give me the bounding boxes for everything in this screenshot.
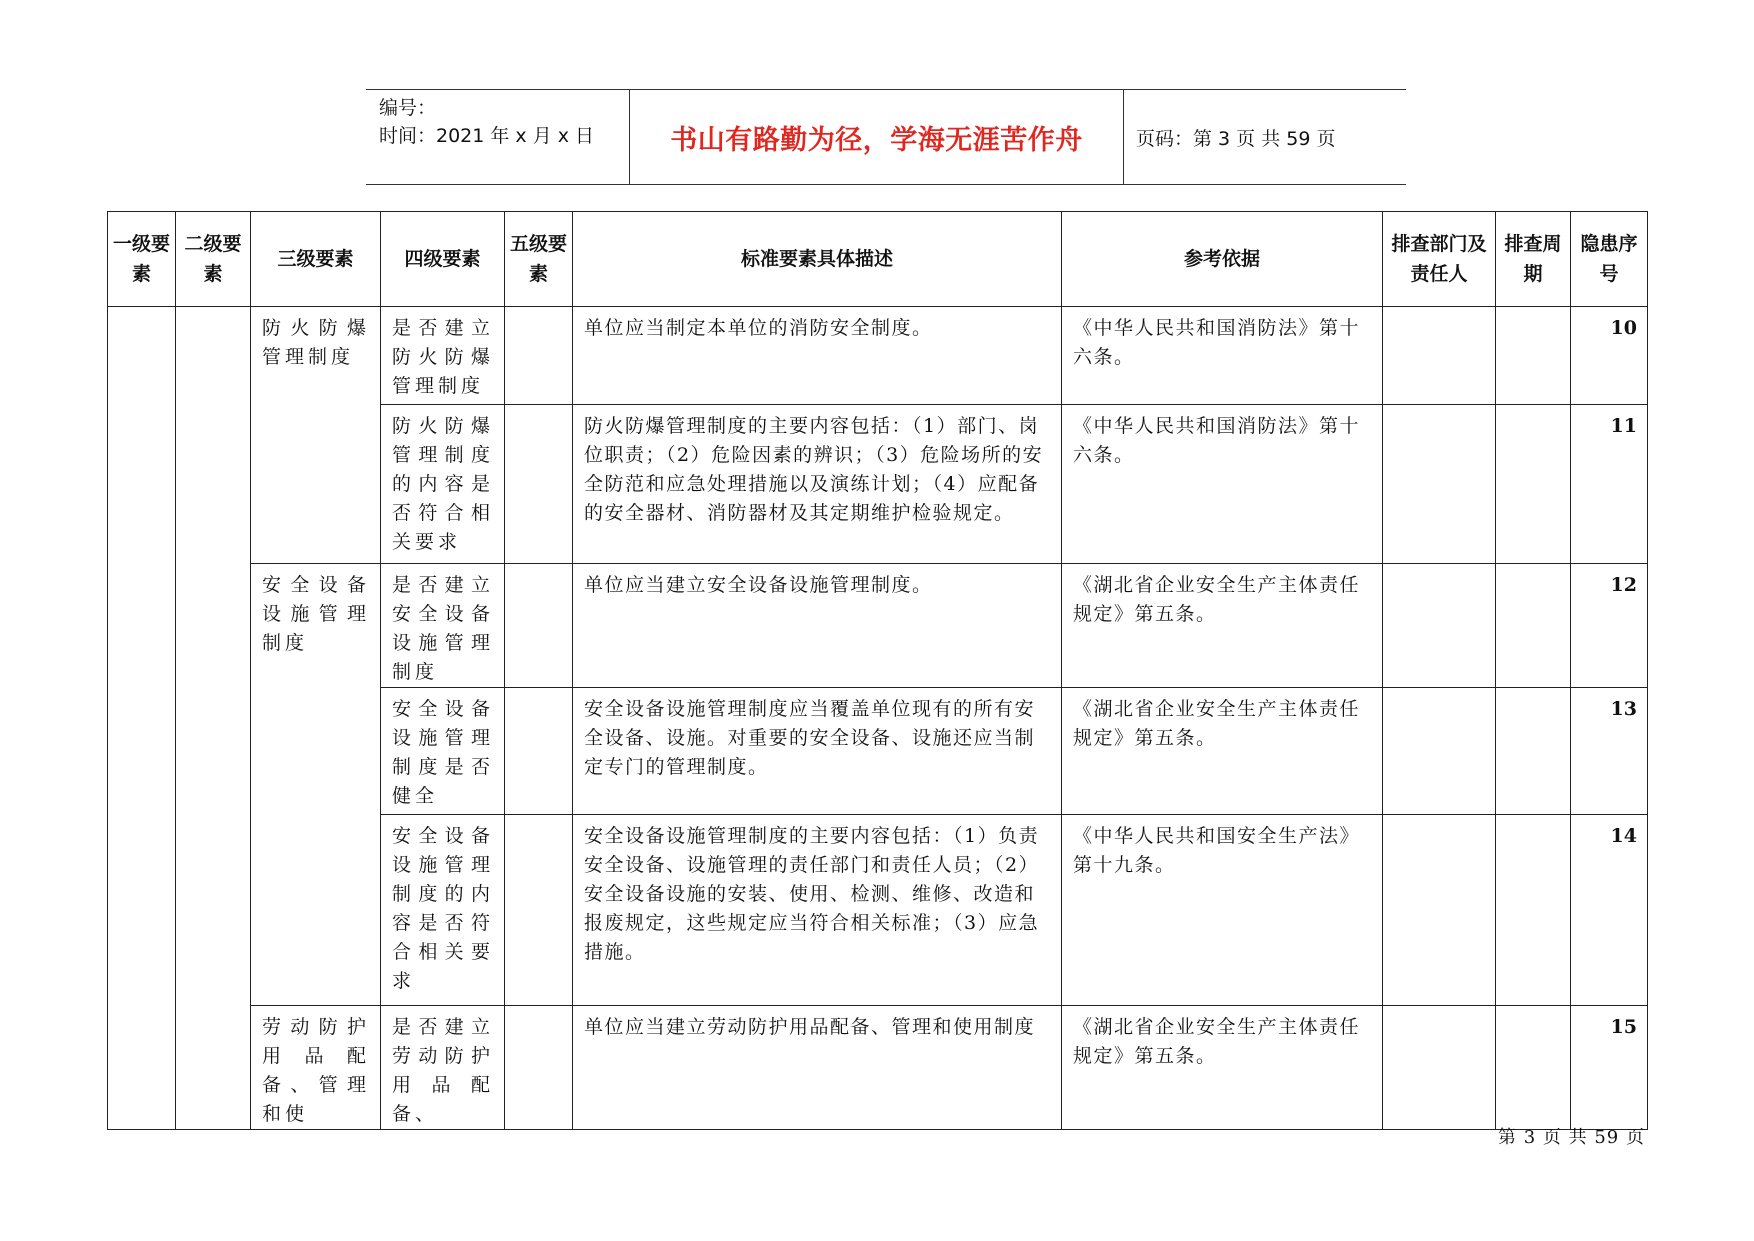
table-row	[108, 564, 1648, 688]
cycle-cell	[1496, 815, 1571, 1006]
col-header-level2: 二级要素	[176, 212, 251, 307]
hazard-inspection-table	[107, 211, 1648, 1130]
cycle-cell	[1496, 405, 1571, 564]
col-header-level3: 三级要素	[251, 212, 381, 307]
seq-cell: 13	[1571, 688, 1648, 815]
col-header-level4: 四级要素	[381, 212, 505, 307]
level5-cell	[505, 1006, 573, 1130]
page-footer: 第 3 页 共 59 页	[1498, 1127, 1645, 1148]
table-header-row	[108, 212, 1648, 307]
description-cell: 防火防爆管理制度的主要内容包括：（1）部门、岗位职责；（2）危险因素的辨识；（3）危险场所的安全防范和应急处理措施以及演练计划；（4）应配备的安全器材、消防器材及其定期维护检验规定。	[573, 405, 1062, 564]
department-cell	[1383, 1006, 1496, 1130]
level4-cell: 安全设备设施管理制度的内容是否符合相关要求	[381, 815, 505, 1006]
level2-cell	[176, 307, 251, 1130]
col-header-reference: 参考依据	[1062, 212, 1383, 307]
table-row	[108, 307, 1648, 405]
seq-cell: 14	[1571, 815, 1648, 1006]
header-page-number: 页码：第 3 页 共 59 页	[1136, 127, 1336, 150]
description-cell: 单位应当建立安全设备设施管理制度。	[573, 564, 1062, 688]
seq-cell: 15	[1571, 1006, 1648, 1130]
reference-cell: 《中华人民共和国消防法》第十六条。	[1062, 405, 1383, 564]
level4-cell: 是否建立安全设备设施管理制度	[381, 564, 505, 688]
level5-cell	[505, 564, 573, 688]
level5-cell	[505, 307, 573, 405]
col-header-level5: 五级要素	[505, 212, 573, 307]
table-row	[108, 1006, 1648, 1130]
description-cell: 安全设备设施管理制度的主要内容包括：（1）负责安全设备、设施管理的责任部门和责任人员；（2）安全设备设施的安装、使用、检测、维修、改造和报废规定，这些规定应当符合相关标准；（3）应急措施。	[573, 815, 1062, 1006]
cycle-cell	[1496, 688, 1571, 815]
level3-cell: 安全设备设施管理制度	[251, 564, 381, 1006]
seq-cell: 11	[1571, 405, 1648, 564]
col-header-description: 标准要素具体描述	[573, 212, 1062, 307]
document-time-label: 时间：2021 年 x 月 x 日	[379, 125, 595, 147]
department-cell	[1383, 815, 1496, 1006]
level4-cell: 防火防爆管理制度的内容是否符合相关要求	[381, 405, 505, 564]
cycle-cell	[1496, 307, 1571, 405]
department-cell	[1383, 307, 1496, 405]
col-header-cycle: 排查周期	[1496, 212, 1571, 307]
level4-cell: 是否建立防火防爆管理制度	[381, 307, 505, 405]
level5-cell	[505, 815, 573, 1006]
reference-cell: 《中华人民共和国消防法》第十六条。	[1062, 307, 1383, 405]
level3-cell: 防火防爆管理制度	[251, 307, 381, 564]
department-cell	[1383, 688, 1496, 815]
document-number-label: 编号：	[379, 97, 437, 119]
description-cell: 单位应当制定本单位的消防安全制度。	[573, 307, 1062, 405]
description-cell: 安全设备设施管理制度应当覆盖单位现有的所有安全设备、设施。对重要的安全设备、设施还应当制定专门的管理制度。	[573, 688, 1062, 815]
page-header	[366, 89, 1406, 185]
cycle-cell	[1496, 1006, 1571, 1130]
reference-cell: 《中华人民共和国安全生产法》第十九条。	[1062, 815, 1383, 1006]
col-header-department: 排查部门及责任人	[1383, 212, 1496, 307]
col-header-seq: 隐患序号	[1571, 212, 1648, 307]
level4-cell: 安全设备设施管理制度是否健全	[381, 688, 505, 815]
reference-cell: 《湖北省企业安全生产主体责任规定》第五条。	[1062, 1006, 1383, 1130]
seq-cell: 12	[1571, 564, 1648, 688]
level4-cell: 是否建立劳动防护用品配备、	[381, 1006, 505, 1130]
description-cell: 单位应当建立劳动防护用品配备、管理和使用制度	[573, 1006, 1062, 1130]
header-meta	[366, 90, 630, 184]
cycle-cell	[1496, 564, 1571, 688]
department-cell	[1383, 405, 1496, 564]
department-cell	[1383, 564, 1496, 688]
level1-cell	[108, 307, 176, 1130]
reference-cell: 《湖北省企业安全生产主体责任规定》第五条。	[1062, 564, 1383, 688]
seq-cell: 10	[1571, 307, 1648, 405]
reference-cell: 《湖北省企业安全生产主体责任规定》第五条。	[1062, 688, 1383, 815]
level3-cell: 劳动防护用品配备、管理和使	[251, 1006, 381, 1130]
col-header-level1: 一级要素	[108, 212, 176, 307]
level5-cell	[505, 688, 573, 815]
level5-cell	[505, 405, 573, 564]
header-motto: 书山有路勤为径，学海无涯苦作舟	[630, 90, 1124, 184]
